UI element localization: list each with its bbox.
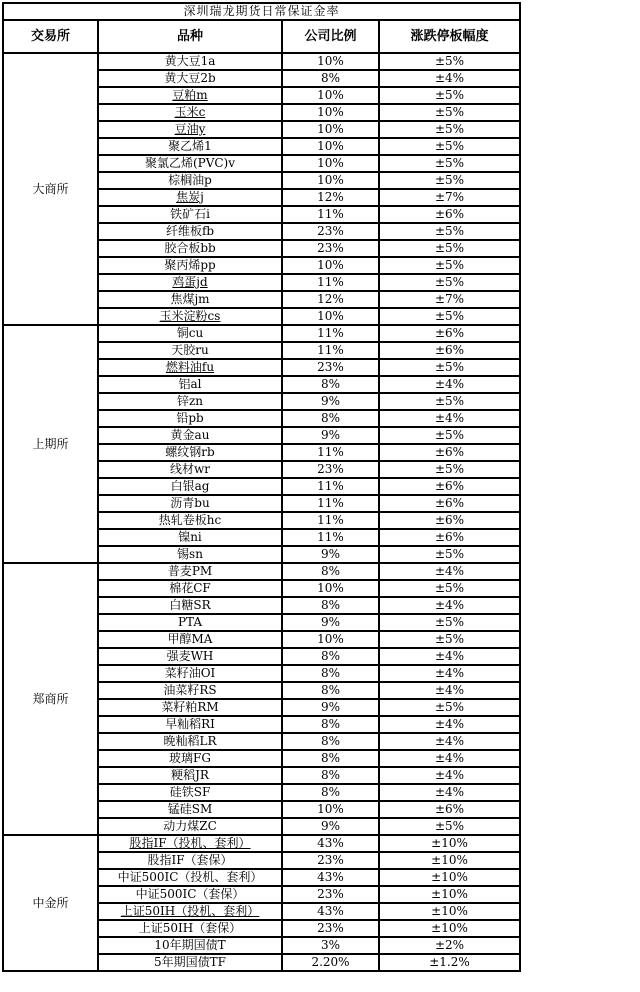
price-limit-cell: ±10% — [379, 835, 520, 852]
product-cell: 聚乙烯1 — [98, 138, 282, 155]
company-ratio-cell: 11% — [282, 274, 379, 291]
price-limit-cell: ±4% — [379, 767, 520, 784]
price-limit-cell: ±4% — [379, 665, 520, 682]
company-ratio-cell: 10% — [282, 121, 379, 138]
price-limit-cell: ±6% — [379, 206, 520, 223]
product-cell: 焦炭j — [98, 189, 282, 206]
product-cell: 白糖SR — [98, 597, 282, 614]
product-cell: 黄大豆2b — [98, 70, 282, 87]
price-limit-cell: ±10% — [379, 869, 520, 886]
company-ratio-cell: 8% — [282, 563, 379, 580]
price-limit-cell: ±5% — [379, 121, 520, 138]
company-ratio-cell: 11% — [282, 495, 379, 512]
company-ratio-cell: 8% — [282, 70, 379, 87]
company-ratio-cell: 43% — [282, 835, 379, 852]
price-limit-cell: ±5% — [379, 614, 520, 631]
product-cell: 玉米淀粉cs — [98, 308, 282, 325]
company-ratio-cell: 11% — [282, 325, 379, 342]
price-limit-cell: ±6% — [379, 801, 520, 818]
company-ratio-cell: 11% — [282, 478, 379, 495]
product-cell: 甲醇MA — [98, 631, 282, 648]
product-cell: PTA — [98, 614, 282, 631]
exchange-cell: 中金所 — [3, 835, 98, 971]
product-cell: 菜籽油OI — [98, 665, 282, 682]
company-ratio-cell: 23% — [282, 359, 379, 376]
company-ratio-cell: 8% — [282, 376, 379, 393]
margin-rate-table — [2, 2, 521, 972]
product-cell: 上证50IH（投机、套利） — [98, 903, 282, 920]
product-cell: 上证50IH（套保） — [98, 920, 282, 937]
company-ratio-cell: 8% — [282, 716, 379, 733]
price-limit-cell: ±6% — [379, 478, 520, 495]
company-ratio-cell: 43% — [282, 869, 379, 886]
company-ratio-cell: 11% — [282, 529, 379, 546]
column-header-price-limit: 涨跌停板幅度 — [379, 20, 520, 53]
price-limit-cell: ±10% — [379, 852, 520, 869]
company-ratio-cell: 10% — [282, 104, 379, 121]
product-cell: 5年期国债TF — [98, 954, 282, 971]
price-limit-cell: ±10% — [379, 920, 520, 937]
price-limit-cell: ±5% — [379, 274, 520, 291]
price-limit-cell: ±5% — [379, 580, 520, 597]
company-ratio-cell: 10% — [282, 257, 379, 274]
product-cell: 豆油y — [98, 121, 282, 138]
product-cell: 10年期国债T — [98, 937, 282, 954]
product-cell: 纤维板fb — [98, 223, 282, 240]
price-limit-cell: ±4% — [379, 597, 520, 614]
product-cell: 早籼稻RI — [98, 716, 282, 733]
table-row — [3, 325, 520, 342]
table-row — [3, 835, 520, 852]
product-cell: 豆粕m — [98, 87, 282, 104]
price-limit-cell: ±5% — [379, 546, 520, 563]
product-cell: 股指IF（套保） — [98, 852, 282, 869]
price-limit-cell: ±4% — [379, 410, 520, 427]
product-cell: 螺纹钢rb — [98, 444, 282, 461]
product-cell: 锡sn — [98, 546, 282, 563]
price-limit-cell: ±4% — [379, 716, 520, 733]
product-cell: 棕榈油p — [98, 172, 282, 189]
price-limit-cell: ±4% — [379, 70, 520, 87]
product-cell: 普麦PM — [98, 563, 282, 580]
company-ratio-cell: 10% — [282, 308, 379, 325]
header-row — [3, 20, 520, 53]
product-cell: 中证500IC（投机、套利） — [98, 869, 282, 886]
company-ratio-cell: 8% — [282, 665, 379, 682]
company-ratio-cell: 43% — [282, 903, 379, 920]
product-cell: 油菜籽RS — [98, 682, 282, 699]
price-limit-cell: ±4% — [379, 784, 520, 801]
exchange-cell: 郑商所 — [3, 563, 98, 835]
price-limit-cell: ±6% — [379, 529, 520, 546]
price-limit-cell: ±6% — [379, 325, 520, 342]
product-cell: 铝al — [98, 376, 282, 393]
product-cell: 锰硅SM — [98, 801, 282, 818]
product-cell: 玉米c — [98, 104, 282, 121]
price-limit-cell: ±5% — [379, 155, 520, 172]
product-cell: 聚丙烯pp — [98, 257, 282, 274]
product-cell: 焦煤jm — [98, 291, 282, 308]
exchange-cell: 上期所 — [3, 325, 98, 563]
product-cell: 菜籽粕RM — [98, 699, 282, 716]
exchange-cell: 大商所 — [3, 53, 98, 325]
product-cell: 棉花CF — [98, 580, 282, 597]
price-limit-cell: ±4% — [379, 648, 520, 665]
product-cell: 玻璃FG — [98, 750, 282, 767]
column-header-exchange: 交易所 — [3, 20, 98, 53]
company-ratio-cell: 10% — [282, 631, 379, 648]
company-ratio-cell: 9% — [282, 546, 379, 563]
table-row — [3, 53, 520, 70]
column-header-company-ratio: 公司比例 — [282, 20, 379, 53]
company-ratio-cell: 11% — [282, 444, 379, 461]
price-limit-cell: ±6% — [379, 342, 520, 359]
product-cell: 股指IF（投机、套利） — [98, 835, 282, 852]
price-limit-cell: ±2% — [379, 937, 520, 954]
company-ratio-cell: 23% — [282, 886, 379, 903]
price-limit-cell: ±5% — [379, 393, 520, 410]
price-limit-cell: ±4% — [379, 563, 520, 580]
product-cell: 锌zn — [98, 393, 282, 410]
price-limit-cell: ±1.2% — [379, 954, 520, 971]
company-ratio-cell: 9% — [282, 818, 379, 835]
company-ratio-cell: 8% — [282, 750, 379, 767]
product-cell: 白银ag — [98, 478, 282, 495]
price-limit-cell: ±5% — [379, 53, 520, 70]
price-limit-cell: ±5% — [379, 461, 520, 478]
company-ratio-cell: 8% — [282, 597, 379, 614]
price-limit-cell: ±10% — [379, 886, 520, 903]
company-ratio-cell: 9% — [282, 699, 379, 716]
company-ratio-cell: 8% — [282, 648, 379, 665]
column-header-product: 品种 — [98, 20, 282, 53]
company-ratio-cell: 8% — [282, 784, 379, 801]
price-limit-cell: ±5% — [379, 172, 520, 189]
price-limit-cell: ±5% — [379, 223, 520, 240]
company-ratio-cell: 12% — [282, 189, 379, 206]
company-ratio-cell: 8% — [282, 733, 379, 750]
price-limit-cell: ±5% — [379, 631, 520, 648]
company-ratio-cell: 10% — [282, 172, 379, 189]
product-cell: 热轧卷板hc — [98, 512, 282, 529]
product-cell: 黄金au — [98, 427, 282, 444]
price-limit-cell: ±5% — [379, 359, 520, 376]
product-cell: 燃料油fu — [98, 359, 282, 376]
company-ratio-cell: 23% — [282, 920, 379, 937]
table-row — [3, 563, 520, 580]
product-cell: 硅铁SF — [98, 784, 282, 801]
price-limit-cell: ±5% — [379, 138, 520, 155]
price-limit-cell: ±5% — [379, 104, 520, 121]
company-ratio-cell: 10% — [282, 138, 379, 155]
table-body — [3, 53, 520, 971]
company-ratio-cell: 23% — [282, 223, 379, 240]
price-limit-cell: ±5% — [379, 257, 520, 274]
company-ratio-cell: 23% — [282, 461, 379, 478]
product-cell: 强麦WH — [98, 648, 282, 665]
price-limit-cell: ±4% — [379, 750, 520, 767]
price-limit-cell: ±5% — [379, 818, 520, 835]
price-limit-cell: ±6% — [379, 444, 520, 461]
price-limit-cell: ±4% — [379, 376, 520, 393]
company-ratio-cell: 10% — [282, 580, 379, 597]
company-ratio-cell: 3% — [282, 937, 379, 954]
company-ratio-cell: 10% — [282, 53, 379, 70]
company-ratio-cell: 11% — [282, 512, 379, 529]
price-limit-cell: ±5% — [379, 87, 520, 104]
company-ratio-cell: 12% — [282, 291, 379, 308]
product-cell: 晚籼稻LR — [98, 733, 282, 750]
product-cell: 鸡蛋jd — [98, 274, 282, 291]
company-ratio-cell: 8% — [282, 410, 379, 427]
price-limit-cell: ±5% — [379, 427, 520, 444]
price-limit-cell: ±10% — [379, 903, 520, 920]
company-ratio-cell: 23% — [282, 240, 379, 257]
company-ratio-cell: 2.20% — [282, 954, 379, 971]
price-limit-cell: ±4% — [379, 682, 520, 699]
product-cell: 铁矿石i — [98, 206, 282, 223]
title-row — [3, 3, 520, 20]
product-cell: 铜cu — [98, 325, 282, 342]
company-ratio-cell: 23% — [282, 852, 379, 869]
product-cell: 镍ni — [98, 529, 282, 546]
price-limit-cell: ±7% — [379, 189, 520, 206]
product-cell: 黄大豆1a — [98, 53, 282, 70]
price-limit-cell: ±4% — [379, 733, 520, 750]
price-limit-cell: ±7% — [379, 291, 520, 308]
product-cell: 粳稻JR — [98, 767, 282, 784]
product-cell: 中证500IC（套保） — [98, 886, 282, 903]
price-limit-cell: ±6% — [379, 495, 520, 512]
product-cell: 线材wr — [98, 461, 282, 478]
company-ratio-cell: 11% — [282, 206, 379, 223]
product-cell: 天胶ru — [98, 342, 282, 359]
product-cell: 沥青bu — [98, 495, 282, 512]
company-ratio-cell: 8% — [282, 682, 379, 699]
price-limit-cell: ±6% — [379, 512, 520, 529]
company-ratio-cell: 10% — [282, 87, 379, 104]
product-cell: 胶合板bb — [98, 240, 282, 257]
company-ratio-cell: 10% — [282, 155, 379, 172]
product-cell: 聚氯乙烯(PVC)v — [98, 155, 282, 172]
company-ratio-cell: 9% — [282, 427, 379, 444]
company-ratio-cell: 8% — [282, 767, 379, 784]
price-limit-cell: ±5% — [379, 240, 520, 257]
product-cell: 动力煤ZC — [98, 818, 282, 835]
price-limit-cell: ±5% — [379, 699, 520, 716]
company-ratio-cell: 10% — [282, 801, 379, 818]
price-limit-cell: ±5% — [379, 308, 520, 325]
table-title: 深圳瑞龙期货日常保证金率 — [3, 3, 520, 20]
company-ratio-cell: 11% — [282, 342, 379, 359]
company-ratio-cell: 9% — [282, 614, 379, 631]
company-ratio-cell: 9% — [282, 393, 379, 410]
product-cell: 铅pb — [98, 410, 282, 427]
